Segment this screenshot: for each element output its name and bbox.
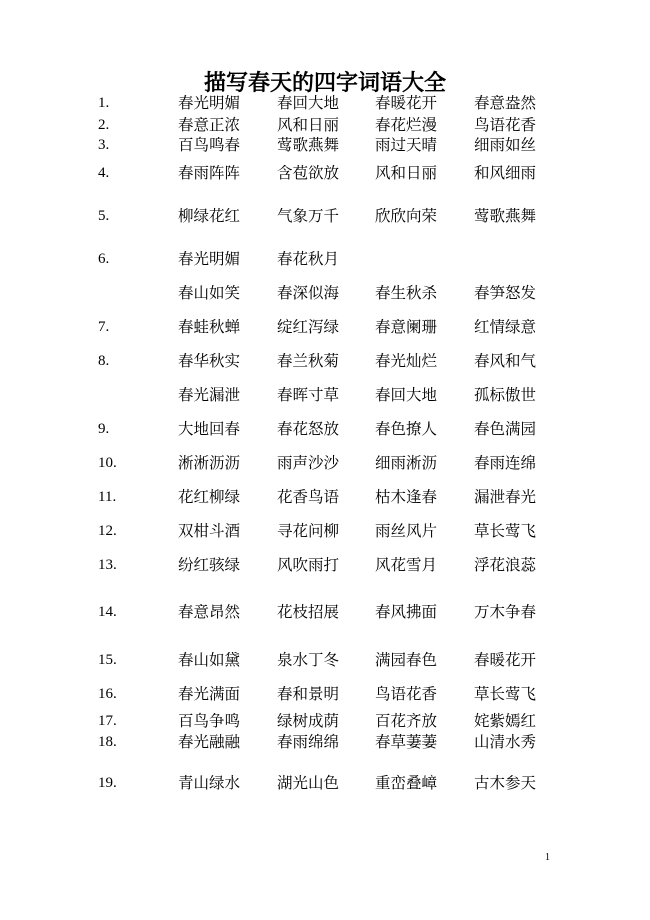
word-cell: 百鸟争鸣 — [178, 712, 241, 730]
row-number: 16. — [98, 686, 117, 702]
word-cell: 春和景明 — [277, 685, 340, 703]
word-cell: 细雨淅沥 — [375, 454, 438, 472]
word-cell: 风和日丽 — [277, 116, 340, 134]
word-cell: 雨声沙沙 — [277, 454, 340, 472]
word-cell: 柳绿花红 — [178, 207, 241, 225]
row-number: 8. — [98, 353, 110, 369]
word-cell: 枯木逢春 — [375, 488, 438, 506]
word-cell: 风花雪月 — [375, 556, 438, 574]
word-cell: 春光明媚 — [178, 94, 241, 112]
word-cell: 莺歌燕舞 — [474, 207, 537, 225]
word-cell: 春光漏泄 — [178, 386, 241, 404]
word-cell: 满园春色 — [375, 651, 438, 669]
word-cell: 百花齐放 — [375, 712, 438, 730]
row-number: 10. — [98, 455, 117, 471]
word-cell: 双柑斗酒 — [178, 522, 241, 540]
word-cell: 泉水丁冬 — [277, 651, 340, 669]
word-cell: 春回大地 — [277, 94, 340, 112]
word-cell: 莺歌燕舞 — [277, 136, 340, 154]
word-cell: 鸟语花香 — [375, 685, 438, 703]
word-cell: 春华秋实 — [178, 352, 241, 370]
word-cell: 春笋怒发 — [474, 284, 537, 302]
word-cell: 春生秋杀 — [375, 284, 438, 302]
word-cell: 春兰秋菊 — [277, 352, 340, 370]
word-cell: 草长莺飞 — [474, 685, 537, 703]
word-cell: 春雨阵阵 — [178, 164, 241, 182]
word-cell: 欣欣向荣 — [375, 207, 438, 225]
word-cell: 春雨连绵 — [474, 454, 537, 472]
word-cell: 绽红泻绿 — [277, 318, 340, 336]
word-cell: 百鸟鸣春 — [178, 136, 241, 154]
word-cell: 雨丝风片 — [375, 522, 438, 540]
row-number: 9. — [98, 421, 110, 437]
word-cell: 含苞欲放 — [277, 164, 340, 182]
word-cell: 红情绿意 — [474, 318, 537, 336]
word-cell: 和风细雨 — [474, 164, 537, 182]
word-cell: 湖光山色 — [277, 774, 340, 792]
word-cell: 春意昂然 — [178, 603, 241, 621]
word-cell: 春雨绵绵 — [277, 733, 340, 751]
word-cell: 春光明媚 — [178, 250, 241, 268]
word-cell: 气象万千 — [277, 207, 340, 225]
word-cell: 春色满园 — [474, 420, 537, 438]
word-cell: 漏泄春光 — [474, 488, 537, 506]
word-cell: 淅淅沥沥 — [178, 454, 241, 472]
word-cell: 细雨如丝 — [474, 136, 537, 154]
word-cell: 春光满面 — [178, 685, 241, 703]
word-cell: 万木争春 — [474, 603, 537, 621]
page-title: 描写春天的四字词语大全 — [203, 70, 446, 96]
word-cell: 孤标傲世 — [474, 386, 537, 404]
row-number: 18. — [98, 734, 117, 750]
word-cell: 春意盎然 — [474, 94, 537, 112]
word-cell: 大地回春 — [178, 420, 241, 438]
word-cell: 春山如笑 — [178, 284, 241, 302]
word-cell: 春山如黛 — [178, 651, 241, 669]
word-cell: 春花怒放 — [277, 420, 340, 438]
word-cell: 青山绿水 — [178, 774, 241, 792]
word-cell: 花香鸟语 — [277, 488, 340, 506]
word-cell: 雨过天晴 — [375, 136, 438, 154]
word-cell: 风吹雨打 — [277, 556, 340, 574]
row-number: 19. — [98, 775, 117, 791]
word-cell: 重峦叠嶂 — [375, 774, 438, 792]
word-cell: 草长莺飞 — [474, 522, 537, 540]
word-cell: 山清水秀 — [474, 733, 537, 751]
word-cell: 春暖花开 — [474, 651, 537, 669]
row-number: 12. — [98, 523, 117, 539]
word-cell: 寻花问柳 — [277, 522, 340, 540]
row-number: 13. — [98, 557, 117, 573]
word-cell: 春暖花开 — [375, 94, 438, 112]
row-number: 5. — [98, 208, 110, 224]
word-cell: 春色撩人 — [375, 420, 438, 438]
word-cell: 春回大地 — [375, 386, 438, 404]
word-cell: 春光融融 — [178, 733, 241, 751]
word-cell: 春意阑珊 — [375, 318, 438, 336]
row-number: 11. — [98, 489, 117, 505]
row-number: 2. — [98, 117, 110, 133]
word-cell: 春风拂面 — [375, 603, 438, 621]
row-number: 15. — [98, 652, 117, 668]
row-number: 14. — [98, 604, 117, 620]
row-number: 4. — [98, 165, 110, 181]
word-cell: 风和日丽 — [375, 164, 438, 182]
word-cell: 浮花浪蕊 — [474, 556, 537, 574]
word-cell: 古木参天 — [474, 774, 537, 792]
word-cell: 春意正浓 — [178, 116, 241, 134]
word-cell: 纷红骇绿 — [178, 556, 241, 574]
word-cell: 春草萋萋 — [375, 733, 438, 751]
word-cell: 春花烂漫 — [375, 116, 438, 134]
word-cell: 春光灿烂 — [375, 352, 438, 370]
word-cell: 花枝招展 — [277, 603, 340, 621]
word-cell: 姹紫嫣红 — [474, 712, 537, 730]
row-number: 17. — [98, 713, 117, 729]
row-number: 6. — [98, 251, 110, 267]
row-number: 7. — [98, 319, 110, 335]
page-number: 1 — [545, 852, 550, 863]
word-cell: 春深似海 — [277, 284, 340, 302]
row-number: 1. — [98, 95, 110, 111]
word-cell: 春花秋月 — [277, 250, 340, 268]
word-cell: 春风和气 — [474, 352, 537, 370]
word-cell: 花红柳绿 — [178, 488, 241, 506]
word-cell: 春蛙秋蝉 — [178, 318, 241, 336]
word-cell: 春晖寸草 — [277, 386, 340, 404]
row-number: 3. — [98, 137, 110, 153]
word-cell: 鸟语花香 — [474, 116, 537, 134]
word-cell: 绿树成荫 — [277, 712, 340, 730]
